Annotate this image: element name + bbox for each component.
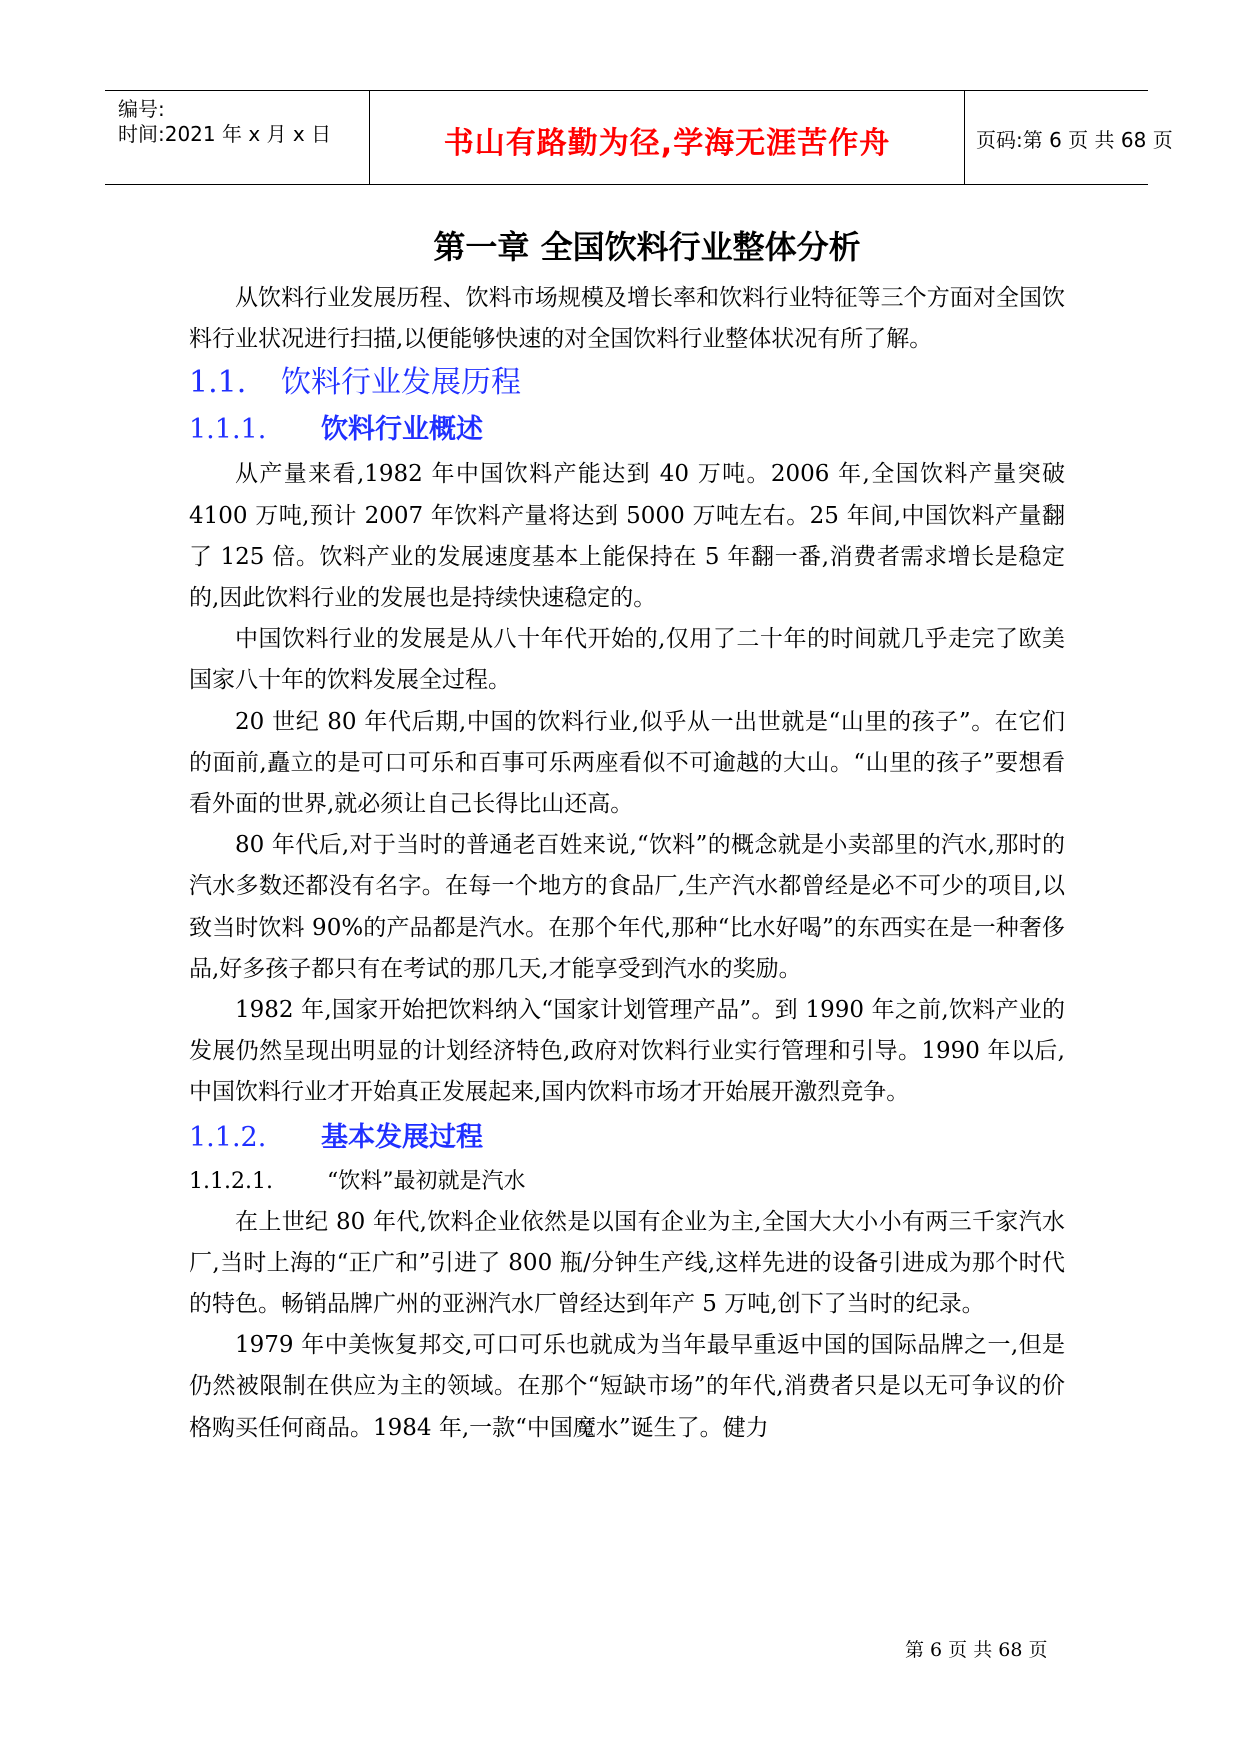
section-heading-1-1-2-1 <box>189 1162 1065 1202</box>
document-body <box>189 210 1065 1449</box>
section-number: 1.1.1. <box>189 414 267 446</box>
chapter-title: 第一章 全国饮料行业整体分析 <box>433 228 861 266</box>
header-motto-cell <box>370 91 965 184</box>
paragraph: 20 世纪 80 年代后期,中国的饮料行业,似乎从一出世就是“山里的孩子”。在它们的面前,矗立的是可口可乐和百事可乐两座看似不可逾越的大山。“山里的孩子”要想看看外面的世界,就必须让自己长得比山还高。 <box>189 708 1065 818</box>
section-title: 饮料行业概述 <box>321 414 483 446</box>
header-page-cell <box>965 91 1173 184</box>
section-heading-1-1-1 <box>189 406 1065 454</box>
section-number: 1.1.2. <box>189 1121 267 1153</box>
number-label: 编号: <box>118 97 165 121</box>
page-info: 页码:第 6 页 共 68 页 <box>976 128 1173 152</box>
paragraph: 从产量来看,1982 年中国饮料产能达到 40 万吨。2006 年,全国饮料产量突破 4100 万吨,预计 2007 年饮料产量将达到 5000 万吨左右。25 年间,中国饮料产量翻了 125 倍。饮料产业的发展速度基本上能保持在 5 年翻一番,消费者需求增长是稳定的,因此饮料行业的发展也是持续快速稳定的。 <box>189 461 1065 612</box>
paragraph: 1982 年,国家开始把饮料纳入“国家计划管理产品”。到 1990 年之前,饮料产业的发展仍然呈现出明显的计划经济特色,政府对饮料行业实行管理和引导。1990 年以后,中国饮料行业才开始真正发展起来,国内饮料市场才开始展开激烈竞争。 <box>189 997 1065 1106</box>
header-meta-cell <box>105 91 370 184</box>
section-title: 基本发展过程 <box>321 1121 483 1153</box>
section-title: “饮料”最初就是汽水 <box>327 1168 526 1194</box>
paragraph: 80 年代后,对于当时的普通老百姓来说,“饮料”的概念就是小卖部里的汽水,那时的汽水多数还都没有名字。在每一个地方的食品厂,生产汽水都曾经是必不可少的项目,以致当时饮料 90%的产品都是汽水。在那个年代,那种“比水好喝”的东西实在是一种奢侈品,好多孩子都只有在考试的那几天,才能享受到汽水的奖励。 <box>189 832 1065 982</box>
section-title: 饮料行业发展历程 <box>281 365 521 401</box>
paragraph: 1979 年中美恢复邦交,可口可乐也就成为当年最早重返中国的国际品牌之一,但是仍然被限制在供应为主的领域。在那个“短缺市场”的年代,消费者只是以无可争议的价格购买任何商品。1984 年,一款“中国魔水”诞生了。健力 <box>189 1332 1065 1441</box>
section-number: 1.1. <box>189 365 247 401</box>
section-number: 1.1.2.1. <box>189 1168 273 1194</box>
page-footer: 第 6 页 共 68 页 <box>905 1639 1048 1661</box>
motto: 书山有路勤为径,学海无涯苦作舟 <box>443 126 891 161</box>
intro-paragraph: 从饮料行业发展历程、饮料市场规模及增长率和饮料行业特征等三个方面对全国饮料行业状况进行扫描,以便能够快速的对全国饮料行业整体状况有所了解。 <box>189 285 1065 353</box>
section-heading-1-1-2 <box>189 1114 1065 1162</box>
page-header <box>105 90 1173 185</box>
time-label: 时间:2021 年 x 月 x 日 <box>118 122 332 146</box>
paragraph: 在上世纪 80 年代,饮料企业依然是以国有企业为主,全国大大小小有两三千家汽水厂,当时上海的“正广和”引进了 800 瓶/分钟生产线,这样先进的设备引进成为那个时代的特色。畅销品牌广州的亚洲汽水厂曾经达到年产 5 万吨,创下了当时的纪录。 <box>189 1208 1065 1318</box>
paragraph: 中国饮料行业的发展是从八十年代开始的,仅用了二十年的时间就几乎走完了欧美国家八十年的饮料发展全过程。 <box>189 626 1065 694</box>
section-heading-1-1 <box>189 360 1065 406</box>
